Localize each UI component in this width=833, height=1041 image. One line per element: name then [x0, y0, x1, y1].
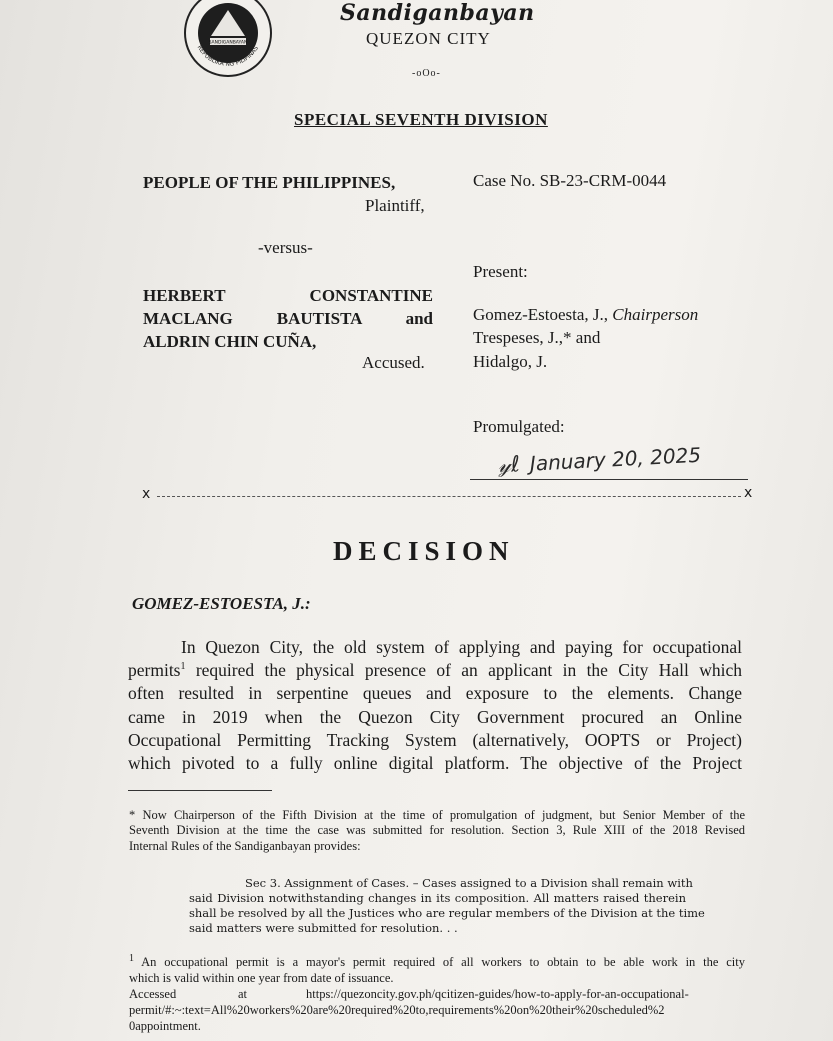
promulgation-date: January 20, 2025: [529, 442, 702, 476]
versus-label: -versus-: [258, 238, 313, 257]
accused-name-line-3: ALDRIN CHIN CUÑA,: [143, 332, 317, 351]
quote-line-1: Sec 3. Assignment of Cases. – Cases assigned to a Division shall remain with: [245, 876, 693, 890]
justice1-name: Gomez-Estoesta, J.,: [473, 305, 613, 324]
accused-name-line-2: MACLANG BAUTISTA and: [143, 309, 433, 328]
sandiganbayan-seal-icon: [183, 0, 273, 78]
division-title: SPECIAL SEVENTH DIVISION: [294, 110, 548, 129]
seal-ring-text: REPUBLIKA NG PILIPINAS: [195, 44, 260, 68]
footnote-1-url-part-3[interactable]: 0appointment.: [129, 1019, 201, 1033]
present-label: Present:: [473, 262, 528, 281]
body-line-1: In Quezon City, the old system of applying and paying for occupational: [181, 637, 742, 657]
ponente: GOMEZ-ESTOESTA, J.:: [132, 594, 311, 613]
footnote-divider: [128, 790, 272, 791]
case-number: Case No. SB-23-CRM-0044: [473, 171, 667, 190]
caption-dashed-divider: [157, 496, 741, 497]
body-line-3: often resulted in serpentine queues and exposure to the elements. Change: [128, 683, 742, 703]
accessed-label: Accessed: [129, 987, 177, 1001]
justice-member-3: Hidalgo, J.: [473, 352, 548, 371]
plaintiff-role: Plaintiff,: [365, 196, 425, 215]
promulgation-date-handwritten: [497, 443, 701, 479]
body-line-6: which pivoted to a fully online digital platform. The objective of the Project: [128, 753, 742, 773]
footnote-1-line-1: [129, 952, 745, 970]
quote-line-3: shall be resolved by all the Justices who are regular members of the Division at the time: [189, 906, 705, 920]
justice-chairperson: [473, 305, 698, 325]
x-right-marker: x: [744, 485, 753, 501]
court-name: Sandiganbayan: [340, 0, 535, 26]
body-line-2: [128, 659, 742, 681]
footnote-1-marker: 1: [129, 952, 134, 964]
promulgated-label: Promulgated:: [473, 417, 565, 436]
footnote-1-line-2: which is valid within one year from date of issuance.: [129, 971, 394, 985]
accused-role: Accused.: [362, 353, 425, 372]
footnote-1-url-part-2[interactable]: permit/#:~:text=All%20workers%20are%20required%20to,requirements%20on%20their%20scheduled%2: [129, 1003, 665, 1017]
body-line-5: Occupational Permitting Tracking System (alternatively, OOPTS or Project): [128, 730, 742, 750]
footnote-ref-1: 1: [180, 661, 186, 673]
footnote-star-line-1: * Now Chairperson of the Fifth Division at the time of promulgation of judgment, but Senior Member of the: [129, 808, 745, 822]
justice-member-2: Trespeses, J.,* and: [473, 328, 601, 347]
permits-word: permits: [128, 660, 181, 680]
signature-initials: 𝓎ℓ: [497, 452, 521, 479]
body-line-4: came in 2019 when the Quezon City Government procured an Online: [128, 707, 742, 727]
seal-banner: SANDIGANBAYAN: [208, 40, 248, 46]
promulgation-line: [470, 479, 748, 480]
quote-line-4: said matters were submitted for resolution. . .: [189, 921, 458, 935]
at-label: at: [238, 987, 248, 1001]
x-left-marker: x: [142, 486, 151, 502]
footnote-star-line-3: Internal Rules of the Sandiganbayan provides:: [129, 839, 361, 853]
accused-name-line-1: HERBERT CONSTANTINE: [143, 286, 433, 305]
quote-line-2: said Division notwithstanding changes in its composition. All matters raised therein: [189, 891, 686, 905]
body-line-2-rest: required the physical presence of an applicant in the City Hall which: [185, 660, 742, 680]
footnote-1-url-part-1[interactable]: https://quezoncity.gov.ph/qcitizen-guides/how-to-apply-for-an-occupational-: [306, 987, 689, 1001]
header-separator: -oOo-: [412, 68, 441, 79]
footnote-1-text: An occupational permit is a mayor's permit required of all workers to obtain to be able work in the city: [134, 955, 745, 969]
footnote-star-line-2: Seventh Division at the time the case was submitted for resolution. Section 3, Rule XIII of the 2018 Revised: [129, 823, 745, 837]
court-city: QUEZON CITY: [366, 29, 491, 48]
decision-title: DECISION: [333, 536, 515, 566]
justice1-title: Chairperson: [612, 305, 699, 324]
plaintiff-name: PEOPLE OF THE PHILIPPINES,: [143, 173, 396, 192]
